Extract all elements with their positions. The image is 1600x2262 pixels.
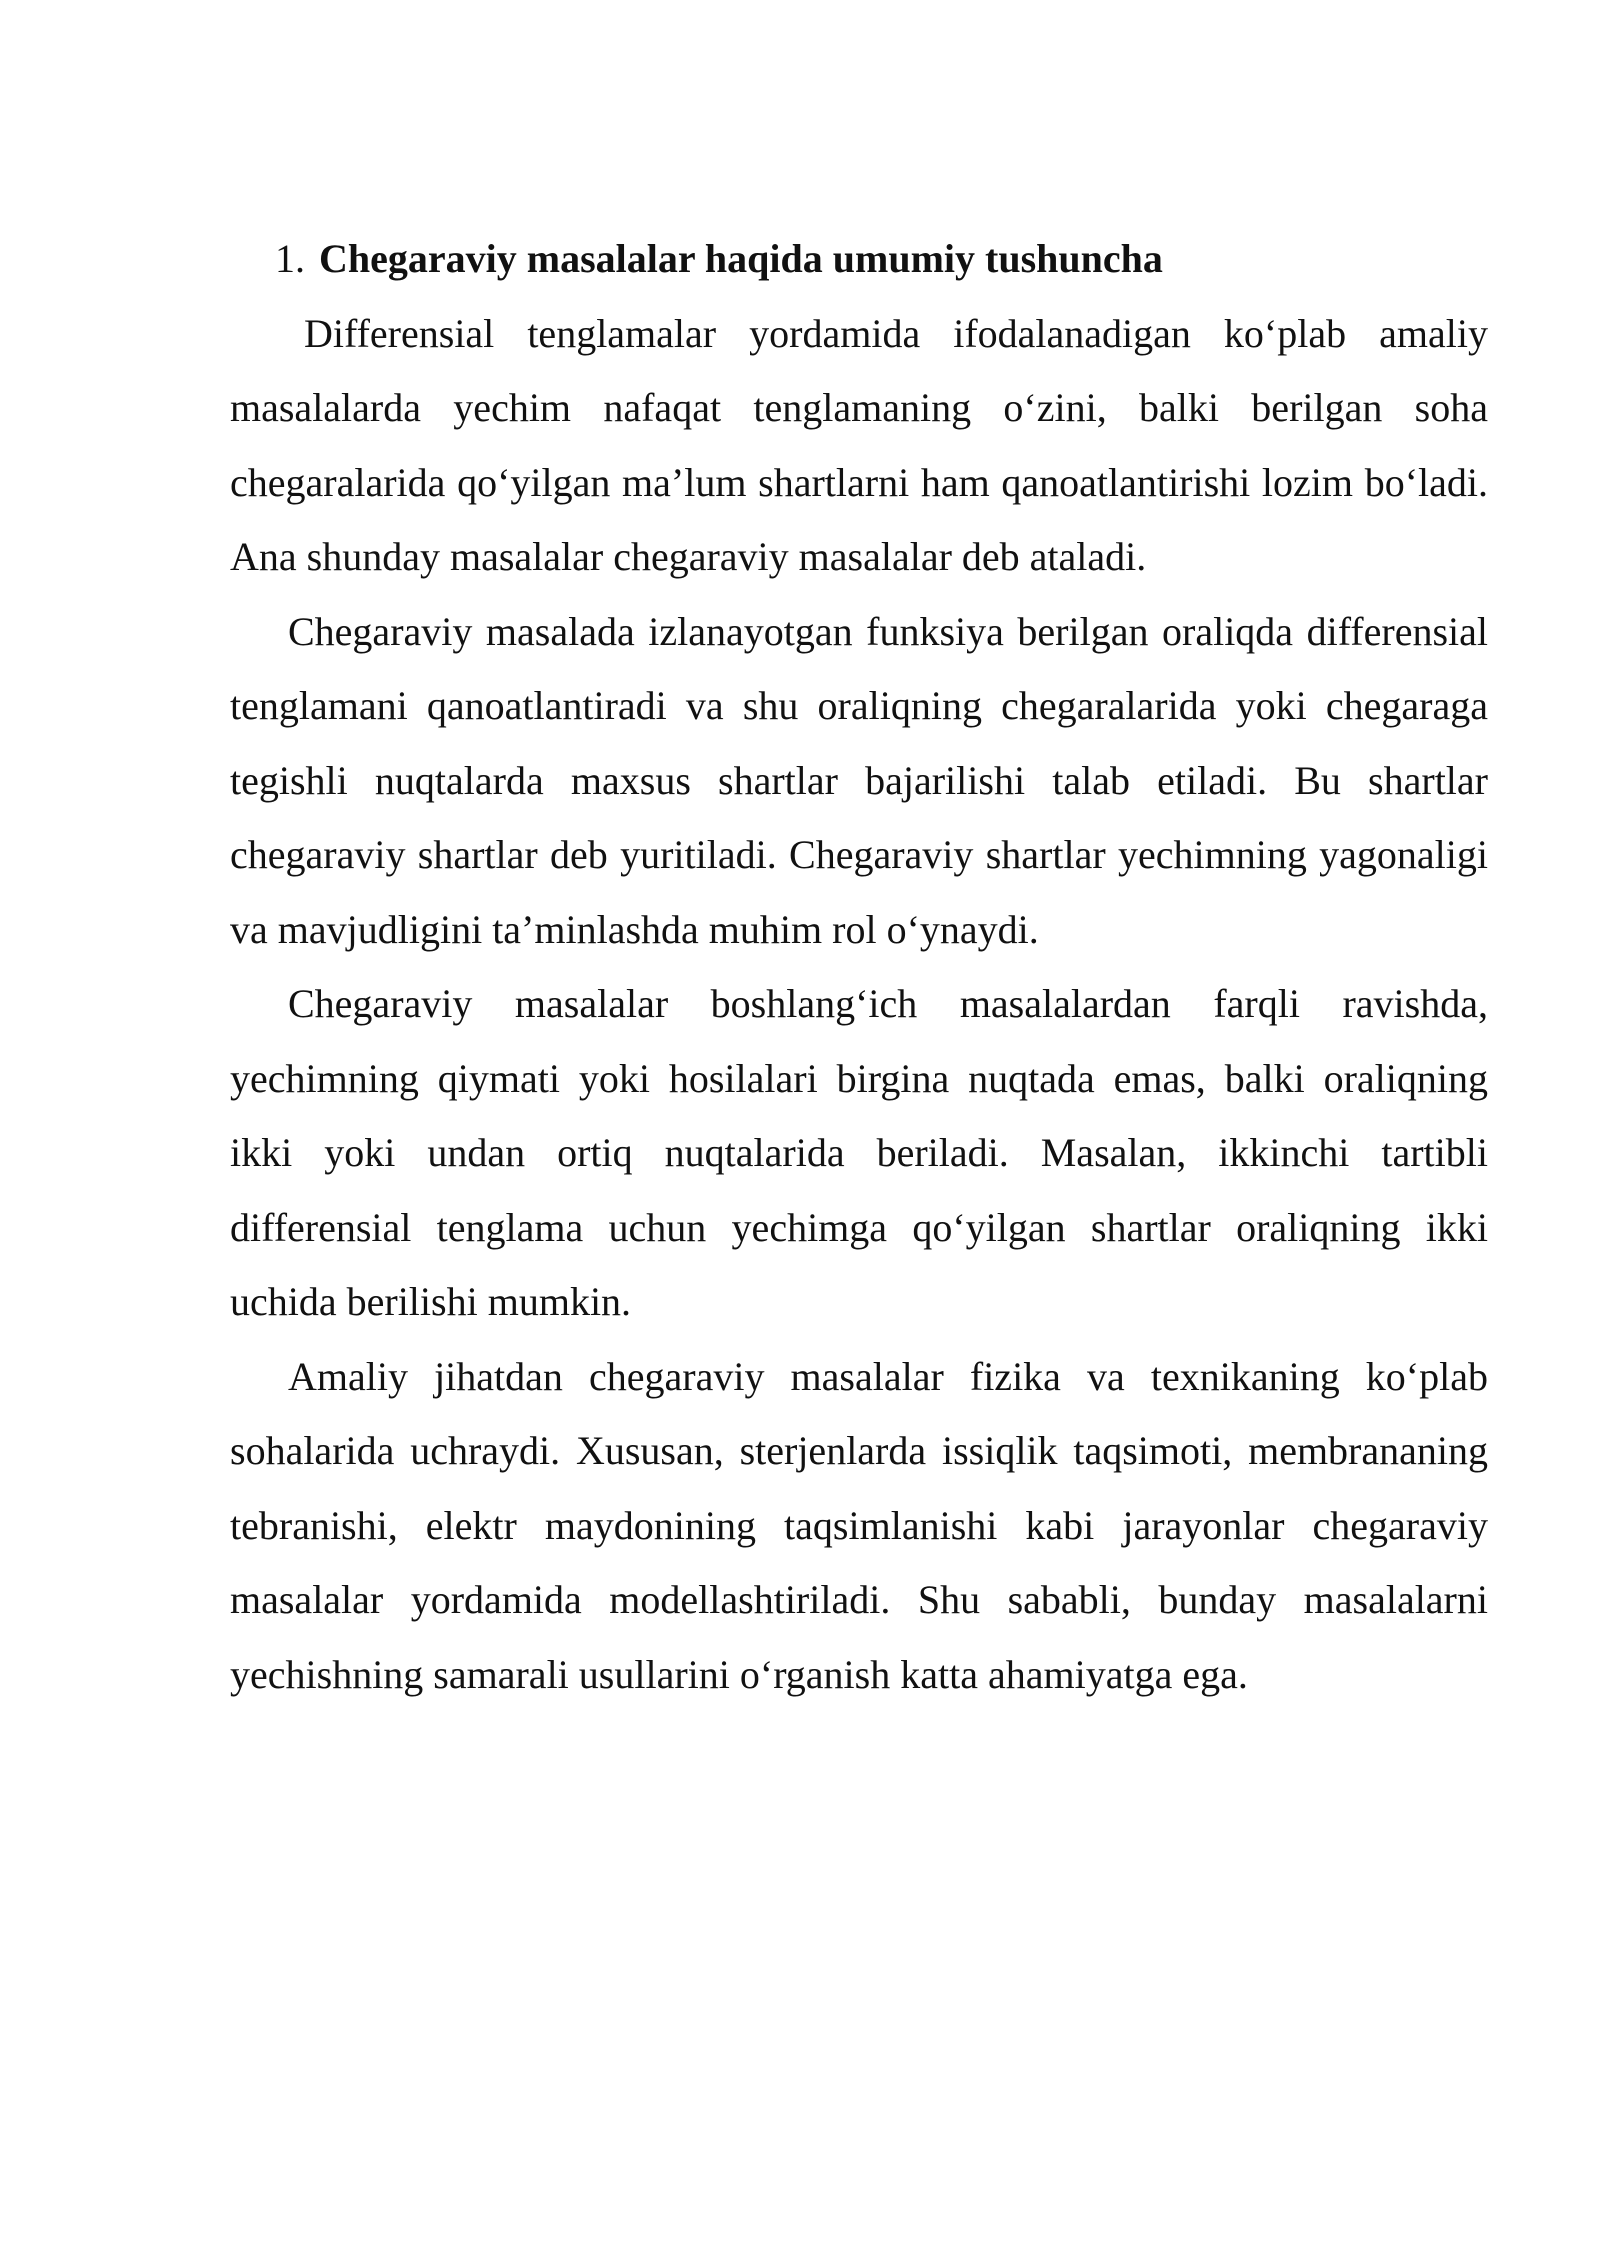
document-body: [230, 222, 1488, 1712]
paragraph-1: Differensial tenglamalar yordamida ifodalanadigan ko‘plab amaliy masalalarda yechim nafaqat tenglamaning o‘zini, balki berilgan soha chegaralarida qo‘yilgan ma’lum shartlarni ham qanoatlantirishi lozim bo‘ladi. Ana shunday masalalar chegaraviy masalalar deb ataladi.: [230, 310, 1488, 579]
paragraph-3: Chegaraviy masalalar boshlang‘ich masalalardan farqli ravishda, yechimning qiymati yoki hosilalari birgina nuqtada emas, balki oraliqning ikki yoki undan ortiq nuqtalarida beriladi. Masalan, ikkinchi tartibli differensial tenglama uchun yechimga qo‘yilgan shartlar oraliqning ikki uchida berilishi mumkin.: [230, 981, 1488, 1324]
section-number: 1.: [275, 236, 305, 281]
section-title: Chegaraviy masalalar haqida umumiy tushuncha: [319, 236, 1163, 281]
paragraph-2: Chegaraviy masalada izlanayotgan funksiya berilgan oraliqda differensial tenglamani qanoatlantiradi va shu oraliqning chegaralarida yoki chegaraga tegishli nuqtalarda maxsus shartlar bajarilishi talab etiladi. Bu shartlar chegaraviy shartlar deb yuritiladi. Chegaraviy shartlar yechimning yagonaligi va mavjudligini ta’minlashda muhim rol o‘ynaydi.: [230, 608, 1488, 952]
section-heading: [230, 222, 1488, 297]
paragraph-4: Amaliy jihatdan chegaraviy masalalar fizika va texnikaning ko‘plab sohalarida uchraydi. Xususan, sterjenlarda issiqlik taqsimoti, membrananing tebranishi, elektr maydonining taqsimlanishi kabi jarayonlar chegaraviy masalalar yordamida modellashtiriladi. Shu sababli, bunday masalalarni yechishning samarali usullarini o‘rganish katta ahamiyatga ega.: [230, 1353, 1488, 1697]
